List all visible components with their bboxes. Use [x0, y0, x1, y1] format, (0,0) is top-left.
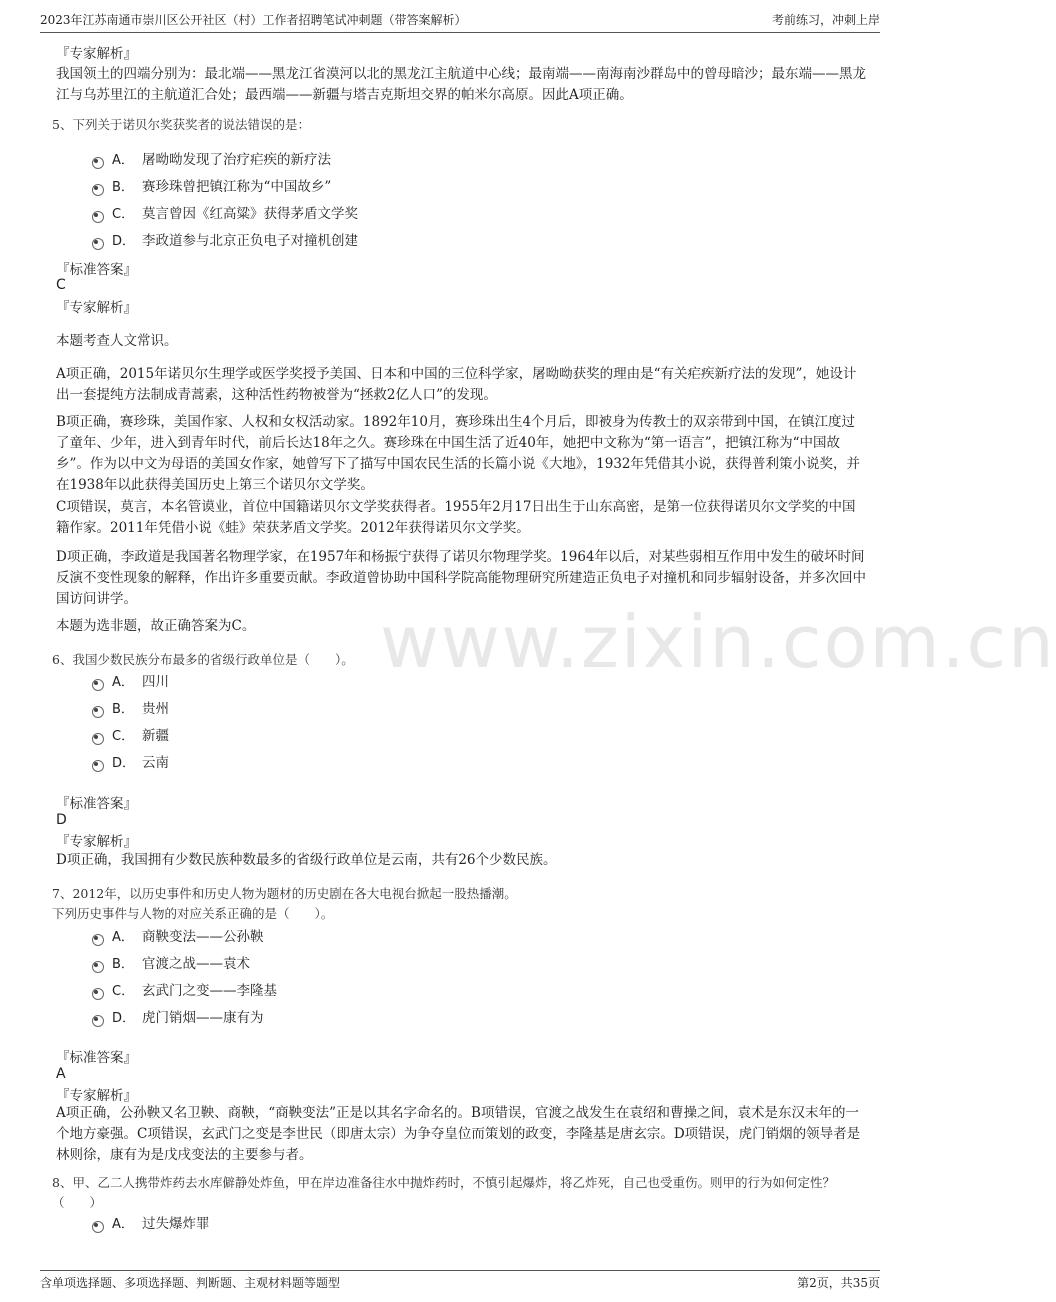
page-footer [40, 1270, 880, 1293]
option-7a[interactable]: A． 商鞅变法——公孙鞅 [92, 927, 264, 947]
explanation-paragraph: D项正确，李政道是我国著名物理学家，在1957年和杨振宁获得了诺贝尔物理学奖。1964年以后，对某些弱相互作用中发生的破坏时间反演不变性现象的解释，作出许多重要贡献。李政道曾协助中国科学院高能物理研究所建造正负电子对撞机和同步辐射设备，并多次回中国访问讲学。 [56, 549, 866, 607]
explanation-paragraph: A项正确，公孙鞅又名卫鞅、商鞅，“商鞅变法”正是以其名字命名的。B项错误，官渡之战发生在袁绍和曹操之间，袁术是东汉末年的一个地方豪强。C项错误，玄武门之变是李世民（即唐太宗）为争夺皇位而策划的政变，李隆基是唐玄宗。D项错误，虎门销烟的领导者是林则徐，康有为是戊戌变法的主要参与者。 [56, 1105, 861, 1163]
radio-icon[interactable] [92, 760, 104, 772]
radio-icon[interactable] [92, 934, 104, 946]
question-6-stem: 6、我国少数民族分布最多的省级行政单位是（ ）。 [52, 652, 354, 667]
question-7-prompt: 下列历史事件与人物的对应关系正确的是（ ）。 [52, 906, 334, 921]
option-8a[interactable]: A． 过失爆炸罪 [92, 1214, 210, 1234]
option-6d[interactable]: D． 云南 [92, 753, 169, 773]
option-7c[interactable]: C． 玄武门之变——李隆基 [92, 981, 277, 1001]
page-header [40, 10, 880, 33]
radio-icon[interactable] [92, 988, 104, 1000]
radio-icon[interactable] [92, 733, 104, 745]
question-7-stem: 7、2012年，以历史事件和历史人物为题材的历史剧在各大电视台掀起一股热播潮。 [52, 886, 517, 901]
explanation-paragraph: 我国领土的四端分别为：最北端——黑龙江省漠河以北的黑龙江主航道中心线；最南端——南海南沙群岛中的曾母暗沙；最东端——黑龙江与乌苏里江的主航道汇合处；最西端——新疆与塔吉克斯坦交界的帕米尔高原。因此A项正确。 [56, 66, 866, 103]
expert-analysis-label: 『专家解析』 [56, 1088, 137, 1104]
explanation-paragraph: C项错误，莫言，本名管谟业，首位中国籍诺贝尔文学奖获得者。1955年2月17日出生于山东高密，是第一位获得诺贝尔文学奖的中国籍作家。2011年凭借小说《蛙》荣获茅盾文学奖。2012年获得诺贝尔文学奖。 [56, 499, 856, 536]
option-7d[interactable]: D． 虎门销烟——康有为 [92, 1008, 264, 1028]
answer-value: C [56, 277, 66, 293]
page-number: 第2页，共35页 [797, 1276, 880, 1290]
radio-icon[interactable] [92, 157, 104, 169]
question-5-stem: 5、下列关于诺贝尔奖获奖者的说法错误的是： [52, 117, 310, 132]
expert-analysis-label: 『专家解析』 [56, 834, 137, 850]
radio-icon[interactable] [92, 211, 104, 223]
radio-icon[interactable] [92, 961, 104, 973]
option-6b[interactable]: B． 贵州 [92, 699, 169, 719]
standard-answer-label: 『标准答案』 [56, 262, 137, 278]
radio-icon[interactable] [92, 679, 104, 691]
option-5d[interactable]: D． 李政道参与北京正负电子对撞机创建 [92, 231, 358, 251]
expert-analysis-label: 『专家解析』 [56, 300, 137, 316]
explanation-paragraph: 本题为选非题，故正确答案为C。 [56, 618, 256, 634]
header-slogan: 考前练习，冲刺上岸 [771, 13, 880, 27]
explanation-paragraph: B项正确，赛珍珠，美国作家、人权和女权活动家。1892年10月，赛珍珠出生4个月后，即被身为传教士的双亲带到中国，在镇江度过了童年、少年，进入到青年时代，前后长达18年之久。赛珍珠在中国生活了近40年，她把中文称为“第一语言”，把镇江称为“中国故乡”。作为以中文为母语的美国女作家，她曾写下了描写中国农民生活的长篇小说《大地》，1932年凭借其小说，获得普利策小说奖，并在1938年以此获得美国历史上第三个诺贝尔文学奖。 [56, 414, 861, 493]
footer-question-types: 含单项选择题、多项选择题、判断题、主观材料题等题型 [40, 1276, 341, 1290]
explanation-paragraph: D项正确，我国拥有少数民族种数最多的省级行政单位是云南，共有26个少数民族。 [56, 852, 557, 868]
option-5a[interactable]: A． 屠呦呦发现了治疗疟疾的新疗法 [92, 150, 331, 170]
explanation-paragraph: 本题考查人文常识。 [56, 333, 178, 349]
answer-value: A [56, 1066, 66, 1082]
option-6a[interactable]: A． 四川 [92, 672, 169, 692]
radio-icon[interactable] [92, 238, 104, 250]
document-title: 2023年江苏南通市崇川区公开社区（村）工作者招聘笔试冲刺题（带答案解析） [40, 13, 467, 27]
expert-analysis-label: 『专家解析』 [56, 46, 137, 62]
question-8-stem: 8、甲、乙二人携带炸药去水库僻静处炸鱼，甲在岸边准备往水中抛炸药时，不慎引起爆炸，将乙炸死，自己也受重伤。则甲的行为如何定性？（ ） [52, 1175, 835, 1210]
radio-icon[interactable] [92, 706, 104, 718]
option-5b[interactable]: B． 赛珍珠曾把镇江称为“中国故乡” [92, 177, 331, 197]
option-5c[interactable]: C． 莫言曾因《红高粱》获得茅盾文学奖 [92, 204, 358, 224]
radio-icon[interactable] [92, 1015, 104, 1027]
option-7b[interactable]: B． 官渡之战——袁术 [92, 954, 250, 974]
radio-icon[interactable] [92, 1221, 104, 1233]
answer-value: D [56, 812, 67, 828]
standard-answer-label: 『标准答案』 [56, 1050, 137, 1066]
explanation-paragraph: A项正确，2015年诺贝尔生理学或医学奖授予美国、日本和中国的三位科学家，屠呦呦获奖的理由是“有关疟疾新疗法的发现”，她设计出一套提纯方法制成青蒿素，这种活性药物被誉为“拯救2亿人口”的发现。 [56, 366, 857, 403]
option-6c[interactable]: C． 新疆 [92, 726, 169, 746]
watermark: www.zixin.com.cn [380, 600, 1056, 684]
radio-icon[interactable] [92, 184, 104, 196]
standard-answer-label: 『标准答案』 [56, 796, 137, 812]
